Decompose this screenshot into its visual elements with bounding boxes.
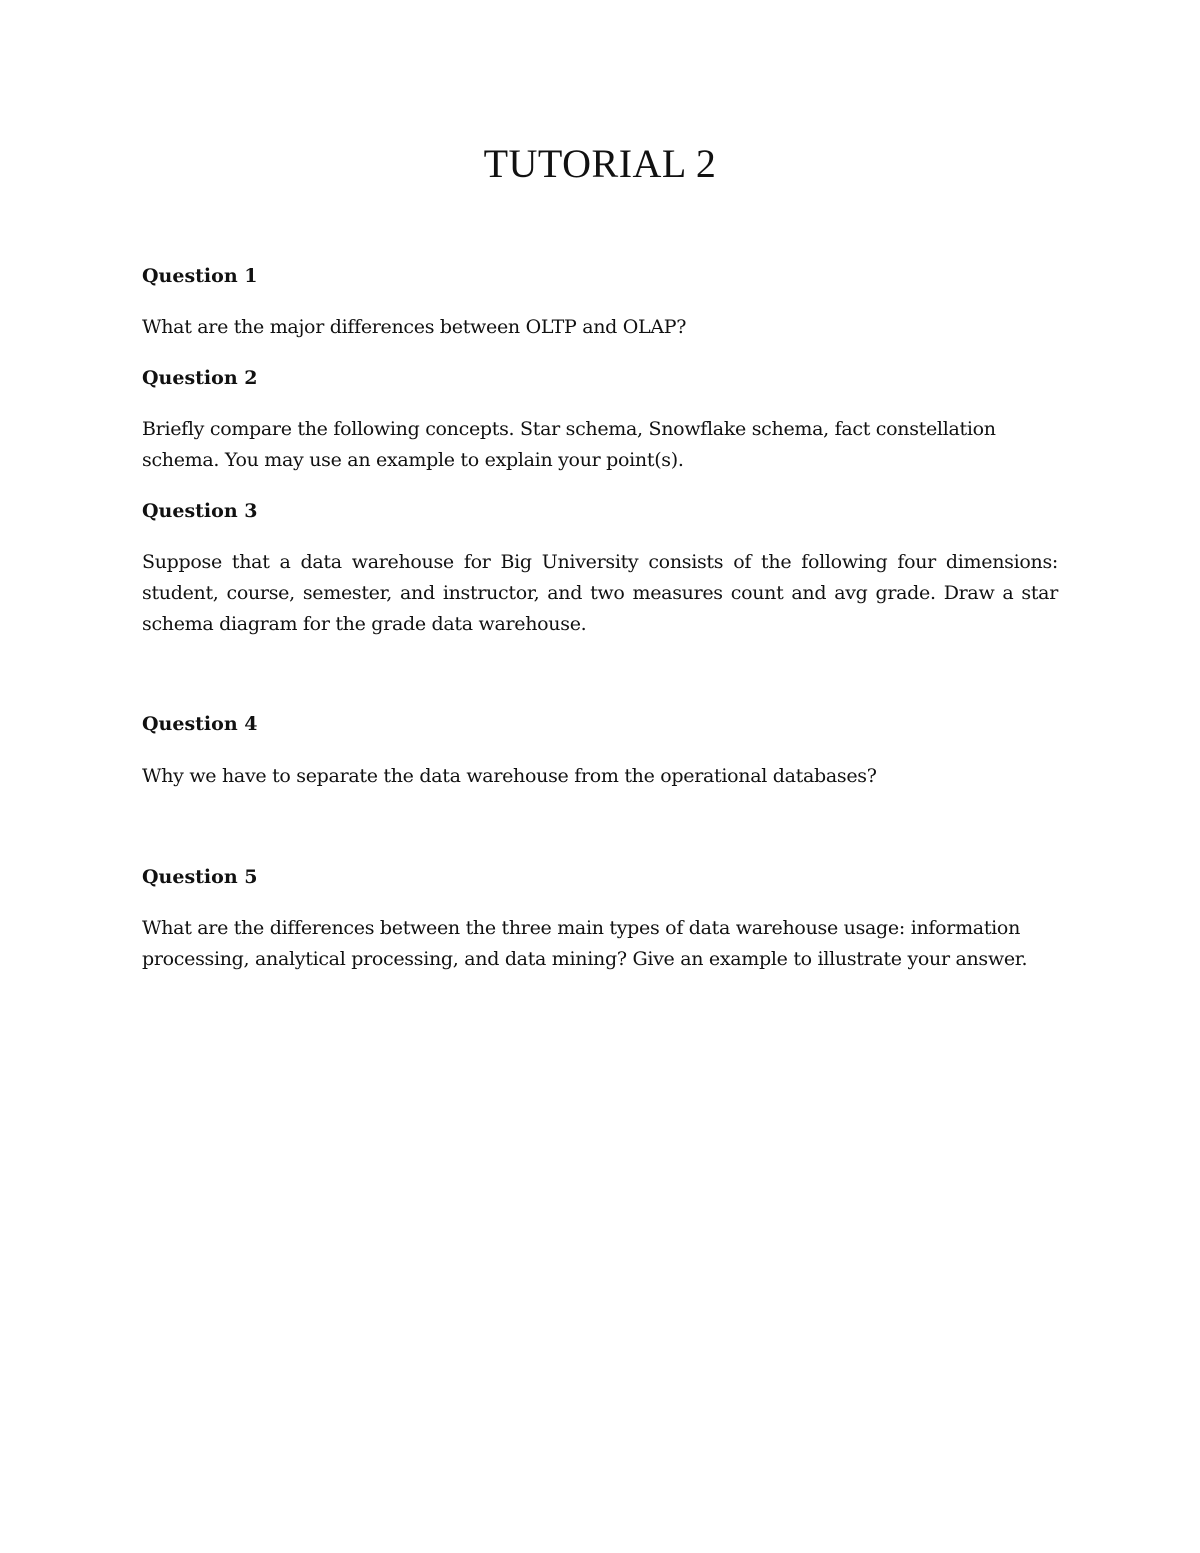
page-title: TUTORIAL 2 bbox=[483, 141, 717, 186]
question-5-heading: Question 5 bbox=[142, 866, 258, 888]
question-2-text: Briefly compare the following concepts. Star schema, Snowflake schema, fact constellation schema. You may use an example to explain your point(s). bbox=[142, 418, 996, 471]
question-4-text: Why we have to separate the data warehouse from the operational databases? bbox=[142, 765, 877, 787]
question-3-text: Suppose that a data warehouse for Big University consists of the following four dimensions: student, course, semester, and instructor, and two measures count and avg grade. Draw a star schema diagram for the grade data warehouse. bbox=[142, 551, 1058, 635]
question-1-heading: Question 1 bbox=[142, 265, 258, 287]
question-4-heading: Question 4 bbox=[142, 713, 258, 735]
question-1-text: What are the major differences between OLTP and OLAP? bbox=[142, 316, 687, 338]
question-5-text: What are the differences between the three main types of data warehouse usage: information processing, analytical processing, and data mining? Give an example to illustrate your answer. bbox=[142, 917, 1028, 970]
question-3-heading: Question 3 bbox=[142, 500, 258, 522]
question-2-heading: Question 2 bbox=[142, 367, 258, 389]
